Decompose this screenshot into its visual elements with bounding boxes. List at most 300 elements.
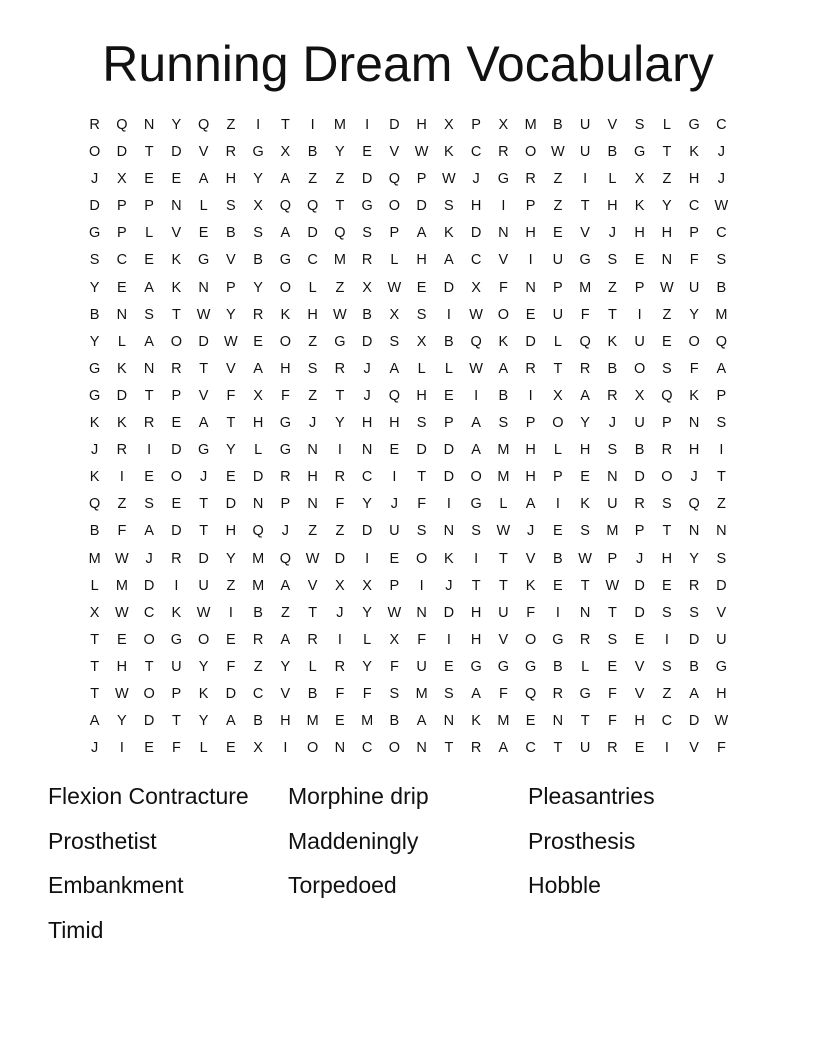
- grid-letter: U: [716, 631, 727, 648]
- grid-letter: F: [335, 496, 345, 513]
- grid-letter: D: [634, 469, 645, 486]
- grid-letter: B: [389, 713, 400, 730]
- grid-letter: S: [144, 496, 154, 513]
- grid-letter: I: [664, 631, 669, 648]
- grid-letter: F: [498, 279, 508, 296]
- grid-letter: R: [307, 631, 318, 648]
- grid-letter: G: [197, 252, 210, 269]
- grid-letter: O: [524, 144, 537, 161]
- grid-letter: N: [579, 604, 591, 621]
- grid-letter: F: [171, 740, 181, 757]
- grid-letter: R: [579, 631, 591, 648]
- grid-letter: U: [416, 658, 427, 675]
- grid-letter: O: [306, 740, 319, 757]
- grid-letter: J: [390, 496, 398, 513]
- grid-letter: X: [444, 117, 454, 133]
- grid-letter: I: [392, 469, 397, 486]
- grid-letter: Q: [197, 117, 210, 133]
- grid-letter: C: [525, 740, 536, 757]
- grid-letter: B: [498, 387, 509, 404]
- grid-letter: B: [553, 550, 563, 567]
- grid-letter: N: [525, 279, 536, 296]
- grid-letter: J: [636, 550, 644, 567]
- grid-letter: B: [716, 279, 727, 296]
- grid-letter: I: [474, 550, 479, 567]
- grid-letter: T: [199, 496, 209, 513]
- grid-letter: J: [91, 442, 99, 459]
- grid-letter: Z: [335, 279, 345, 296]
- grid-letter: A: [580, 387, 590, 404]
- grid-letter: T: [580, 713, 590, 730]
- grid-letter: I: [174, 577, 179, 594]
- grid-letter: W: [496, 523, 511, 540]
- grid-letter: D: [361, 171, 373, 188]
- grid-letter: P: [471, 117, 481, 133]
- grid-letter: B: [553, 658, 563, 675]
- grid-letter: S: [662, 360, 672, 377]
- grid-letter: Q: [334, 225, 346, 242]
- grid-letter: B: [307, 144, 318, 161]
- grid-letter: T: [199, 523, 209, 540]
- grid-letter: I: [446, 306, 451, 323]
- grid-letter: W: [387, 279, 402, 296]
- grid-letter: X: [280, 144, 291, 161]
- grid-letter: A: [144, 523, 154, 540]
- grid-letter: E: [389, 442, 400, 459]
- grid-letter: S: [716, 252, 727, 269]
- grid-letter: F: [607, 685, 617, 702]
- grid-letter: A: [416, 225, 427, 242]
- grid-letter: S: [716, 415, 727, 432]
- grid-letter: N: [443, 523, 455, 540]
- grid-letter: G: [633, 144, 646, 161]
- grid-letter: O: [661, 469, 673, 486]
- grid-letter: G: [279, 415, 292, 432]
- grid-letter: R: [661, 442, 673, 459]
- grid-letter: E: [117, 631, 127, 648]
- grid-letter: O: [688, 333, 700, 350]
- grid-letter: M: [606, 523, 619, 540]
- grid-letter: O: [633, 360, 646, 377]
- grid-letter: V: [280, 685, 291, 702]
- grid-letter: L: [608, 171, 617, 188]
- grid-letter: D: [416, 198, 427, 215]
- grid-letter: V: [716, 604, 727, 621]
- grid-letter: A: [89, 713, 100, 730]
- grid-letter: L: [662, 117, 671, 133]
- grid-letter: M: [524, 117, 537, 133]
- grid-letter: I: [365, 117, 370, 133]
- grid-letter: X: [362, 279, 372, 296]
- grid-letter: E: [580, 469, 590, 486]
- grid-letter: O: [552, 415, 564, 432]
- grid-letter: T: [553, 740, 563, 757]
- word-list-item: Maddeningly: [288, 827, 419, 854]
- grid-letter: H: [716, 685, 727, 702]
- grid-letter: K: [634, 198, 645, 215]
- grid-letter: N: [307, 496, 318, 513]
- grid-letter: B: [634, 442, 645, 459]
- grid-letter: P: [525, 198, 536, 215]
- grid-letter: D: [443, 604, 455, 621]
- grid-letter: J: [281, 523, 289, 540]
- grid-letter: S: [389, 685, 400, 702]
- grid-letter: U: [552, 306, 564, 323]
- grid-letter: S: [716, 550, 727, 567]
- grid-letter: B: [607, 144, 618, 161]
- grid-letter: S: [689, 604, 699, 621]
- grid-letter: L: [417, 360, 426, 377]
- grid-letter: F: [716, 740, 726, 757]
- grid-letter: O: [388, 198, 401, 215]
- grid-letter: H: [416, 117, 427, 133]
- grid-letter: U: [389, 523, 400, 540]
- grid-letter: G: [524, 658, 537, 675]
- grid-letter: A: [198, 415, 209, 432]
- grid-letter: E: [444, 658, 454, 675]
- grid-letter: Y: [226, 550, 236, 567]
- grid-letter: Q: [661, 387, 673, 404]
- grid-letter: E: [553, 577, 563, 594]
- grid-letter: M: [88, 550, 101, 567]
- grid-letter: F: [526, 604, 536, 621]
- grid-letter: O: [279, 333, 292, 350]
- grid-letter: Z: [226, 577, 236, 594]
- grid-letter: Q: [279, 198, 292, 215]
- grid-letter: Y: [662, 198, 672, 215]
- grid-letter: C: [361, 740, 373, 757]
- grid-letter: D: [634, 577, 645, 594]
- grid-letter: I: [719, 442, 724, 459]
- grid-letter: F: [362, 685, 372, 702]
- grid-letter: P: [280, 496, 291, 513]
- grid-letter: H: [225, 523, 237, 540]
- grid-letter: N: [171, 198, 182, 215]
- grid-letter: T: [171, 713, 181, 730]
- grid-letter: R: [171, 550, 182, 567]
- grid-letter: D: [688, 631, 700, 648]
- grid-letter: O: [279, 279, 292, 296]
- grid-letter: A: [226, 713, 236, 730]
- grid-letter: Z: [308, 171, 318, 188]
- grid-letter: Z: [335, 171, 345, 188]
- grid-letter: T: [280, 117, 290, 133]
- grid-letter: J: [91, 171, 99, 188]
- grid-letter: E: [525, 713, 536, 730]
- grid-letter: Z: [716, 496, 726, 513]
- grid-letter: E: [226, 740, 236, 757]
- grid-letter: D: [116, 144, 128, 161]
- grid-letter: O: [88, 144, 101, 161]
- grid-letter: P: [553, 469, 563, 486]
- grid-letter: H: [252, 415, 264, 432]
- grid-letter: V: [389, 144, 400, 161]
- grid-letter: C: [661, 713, 673, 730]
- grid-letter: H: [634, 713, 645, 730]
- grid-letter: I: [555, 604, 560, 621]
- grid-letter: L: [117, 333, 126, 350]
- grid-letter: V: [198, 144, 209, 161]
- grid-letter: J: [363, 360, 371, 377]
- grid-letter: J: [309, 415, 317, 432]
- grid-letter: K: [89, 415, 100, 432]
- grid-letter: N: [688, 523, 700, 540]
- grid-letter: Q: [252, 523, 264, 540]
- grid-letter: V: [307, 577, 318, 594]
- grid-letter: T: [471, 577, 481, 594]
- grid-letter: K: [117, 360, 127, 377]
- grid-letter: N: [443, 713, 455, 730]
- grid-letter: C: [361, 469, 373, 486]
- grid-letter: S: [662, 604, 672, 621]
- grid-letter: I: [528, 252, 533, 269]
- grid-letter: I: [474, 387, 479, 404]
- grid-letter: L: [308, 658, 317, 675]
- grid-letter: H: [470, 631, 482, 648]
- grid-letter: H: [661, 225, 673, 242]
- grid-letter: R: [688, 577, 700, 594]
- grid-letter: S: [307, 360, 318, 377]
- grid-letter: Z: [553, 198, 563, 215]
- grid-letter: M: [115, 577, 128, 594]
- grid-letter: S: [662, 496, 672, 513]
- grid-letter: H: [579, 442, 591, 459]
- grid-letter: H: [389, 415, 400, 432]
- grid-letter: A: [471, 685, 481, 702]
- grid-letter: Q: [579, 333, 591, 350]
- grid-letter: R: [634, 496, 645, 513]
- grid-letter: X: [389, 631, 400, 648]
- grid-letter: B: [607, 360, 618, 377]
- grid-letter: V: [498, 252, 509, 269]
- grid-letter: P: [634, 523, 645, 540]
- grid-letter: A: [198, 171, 209, 188]
- grid-letter: K: [689, 387, 699, 404]
- grid-letter: B: [444, 333, 454, 350]
- grid-letter: R: [143, 415, 155, 432]
- grid-letter: E: [253, 333, 263, 350]
- grid-letter: D: [171, 523, 182, 540]
- grid-letter: W: [660, 279, 674, 296]
- grid-letter: E: [607, 658, 618, 675]
- grid-letter: H: [525, 469, 536, 486]
- grid-letter: E: [117, 279, 127, 296]
- grid-letter: V: [226, 252, 236, 269]
- grid-letter: Y: [335, 144, 345, 161]
- grid-letter: K: [607, 333, 618, 350]
- grid-letter: F: [226, 387, 236, 404]
- grid-letter: D: [443, 442, 455, 459]
- grid-letter: R: [116, 442, 128, 459]
- grid-letter: H: [116, 658, 128, 675]
- grid-letter: I: [337, 631, 342, 648]
- grid-letter: Y: [689, 306, 699, 323]
- grid-letter: T: [90, 658, 100, 675]
- grid-letter: B: [253, 604, 263, 621]
- grid-letter: A: [416, 713, 427, 730]
- grid-letter: Y: [362, 658, 372, 675]
- grid-letter: R: [252, 306, 264, 323]
- grid-letter: R: [579, 360, 591, 377]
- grid-letter: E: [634, 252, 645, 269]
- grid-letter: H: [470, 604, 482, 621]
- grid-letter: X: [471, 279, 481, 296]
- grid-letter: M: [497, 713, 510, 730]
- grid-letter: A: [471, 442, 481, 459]
- grid-letter: I: [446, 631, 451, 648]
- grid-letter: W: [469, 306, 483, 323]
- grid-letter: N: [607, 469, 618, 486]
- grid-letter: T: [580, 198, 590, 215]
- grid-letter: U: [688, 279, 700, 296]
- grid-letter: I: [583, 171, 588, 188]
- grid-letter: N: [116, 306, 128, 323]
- grid-letter: A: [253, 360, 263, 377]
- grid-letter: P: [171, 387, 182, 404]
- grid-letter: D: [389, 117, 400, 133]
- grid-letter: X: [89, 604, 100, 621]
- grid-letter: I: [446, 496, 451, 513]
- grid-letter: D: [525, 333, 536, 350]
- grid-letter: C: [716, 225, 727, 242]
- grid-letter: I: [228, 604, 233, 621]
- grid-letter: D: [634, 604, 645, 621]
- word-list: [48, 778, 768, 956]
- grid-letter: Y: [171, 117, 182, 133]
- grid-letter: S: [662, 658, 672, 675]
- grid-letter: T: [498, 550, 508, 567]
- grid-letter: J: [472, 171, 480, 188]
- grid-letter: K: [171, 279, 182, 296]
- grid-letter: L: [308, 279, 317, 296]
- word-list-item: Timid: [48, 916, 104, 943]
- grid-letter: J: [363, 387, 371, 404]
- grid-letter: K: [689, 144, 699, 161]
- grid-letter: E: [226, 469, 236, 486]
- grid-letter: A: [389, 360, 400, 377]
- grid-letter: L: [199, 198, 208, 215]
- grid-letter: K: [117, 415, 127, 432]
- grid-letter: I: [528, 387, 533, 404]
- grid-letter: G: [279, 252, 292, 269]
- grid-letter: G: [361, 198, 373, 215]
- grid-letter: X: [117, 171, 127, 188]
- grid-letter: R: [334, 469, 346, 486]
- grid-letter: E: [525, 306, 536, 323]
- grid-letter: J: [527, 523, 535, 540]
- grid-letter: F: [580, 306, 590, 323]
- grid-letter: Q: [688, 496, 700, 513]
- grid-letter: Y: [335, 415, 345, 432]
- grid-letter: K: [444, 144, 454, 161]
- grid-letter: G: [579, 685, 591, 702]
- grid-letter: K: [471, 713, 481, 730]
- grid-letter: V: [498, 631, 509, 648]
- grid-letter: E: [144, 469, 154, 486]
- grid-letter: E: [662, 577, 672, 594]
- grid-letter: P: [226, 279, 236, 296]
- grid-letter: N: [498, 225, 509, 242]
- grid-letter: Y: [226, 306, 236, 323]
- grid-letter: D: [143, 713, 155, 730]
- grid-letter: N: [252, 496, 264, 513]
- grid-letter: Z: [308, 523, 318, 540]
- grid-letter: E: [198, 225, 209, 242]
- grid-letter: Z: [662, 171, 672, 188]
- grid-letter: N: [361, 442, 373, 459]
- grid-letter: Q: [88, 496, 101, 513]
- grid-letter: R: [607, 740, 618, 757]
- grid-letter: H: [661, 550, 673, 567]
- grid-letter: Z: [662, 306, 672, 323]
- grid-letter: D: [143, 577, 155, 594]
- grid-letter: J: [717, 144, 725, 161]
- grid-letter: Z: [226, 117, 236, 133]
- word-list-item: Torpedoed: [288, 872, 397, 898]
- grid-letter: W: [115, 604, 129, 621]
- grid-letter: D: [252, 469, 264, 486]
- grid-letter: O: [415, 550, 428, 567]
- grid-letter: F: [335, 685, 345, 702]
- grid-letter: Y: [689, 550, 699, 567]
- grid-letter: B: [307, 685, 318, 702]
- grid-letter: X: [253, 740, 263, 757]
- grid-letter: X: [553, 387, 563, 404]
- grid-letter: I: [147, 442, 152, 459]
- grid-letter: P: [117, 198, 127, 215]
- grid-letter: I: [365, 550, 370, 567]
- grid-letter: E: [144, 740, 154, 757]
- grid-letter: P: [444, 415, 454, 432]
- grid-letter: J: [608, 225, 616, 242]
- grid-letter: H: [688, 171, 700, 188]
- grid-letter: S: [416, 523, 427, 540]
- grid-letter: O: [470, 469, 482, 486]
- grid-letter: A: [144, 279, 154, 296]
- grid-letter: F: [389, 658, 399, 675]
- grid-letter: M: [579, 279, 592, 296]
- grid-letter: L: [444, 360, 453, 377]
- grid-letter: E: [634, 740, 645, 757]
- grid-letter: T: [226, 415, 236, 432]
- grid-letter: M: [306, 713, 319, 730]
- grid-letter: V: [171, 225, 182, 242]
- grid-letter: G: [470, 658, 482, 675]
- grid-letter: A: [444, 252, 454, 269]
- grid-letter: U: [634, 415, 645, 432]
- grid-letter: Y: [362, 496, 372, 513]
- grid-letter: D: [116, 387, 128, 404]
- grid-letter: E: [171, 171, 182, 188]
- grid-letter: H: [307, 469, 318, 486]
- grid-letter: A: [280, 577, 291, 594]
- grid-letter: H: [470, 198, 482, 215]
- grid-letter: S: [226, 198, 236, 215]
- grid-letter: S: [416, 415, 427, 432]
- grid-letter: V: [634, 685, 645, 702]
- grid-letter: N: [552, 713, 564, 730]
- grid-letter: P: [607, 550, 618, 567]
- grid-letter: X: [253, 387, 263, 404]
- grid-letter: X: [362, 577, 372, 594]
- grid-letter: A: [716, 360, 727, 377]
- grid-letter: D: [198, 550, 209, 567]
- grid-letter: F: [689, 252, 699, 269]
- grid-letter: O: [143, 685, 155, 702]
- grid-letter: X: [498, 117, 509, 133]
- grid-letter: S: [498, 415, 509, 432]
- grid-letter: L: [553, 442, 562, 459]
